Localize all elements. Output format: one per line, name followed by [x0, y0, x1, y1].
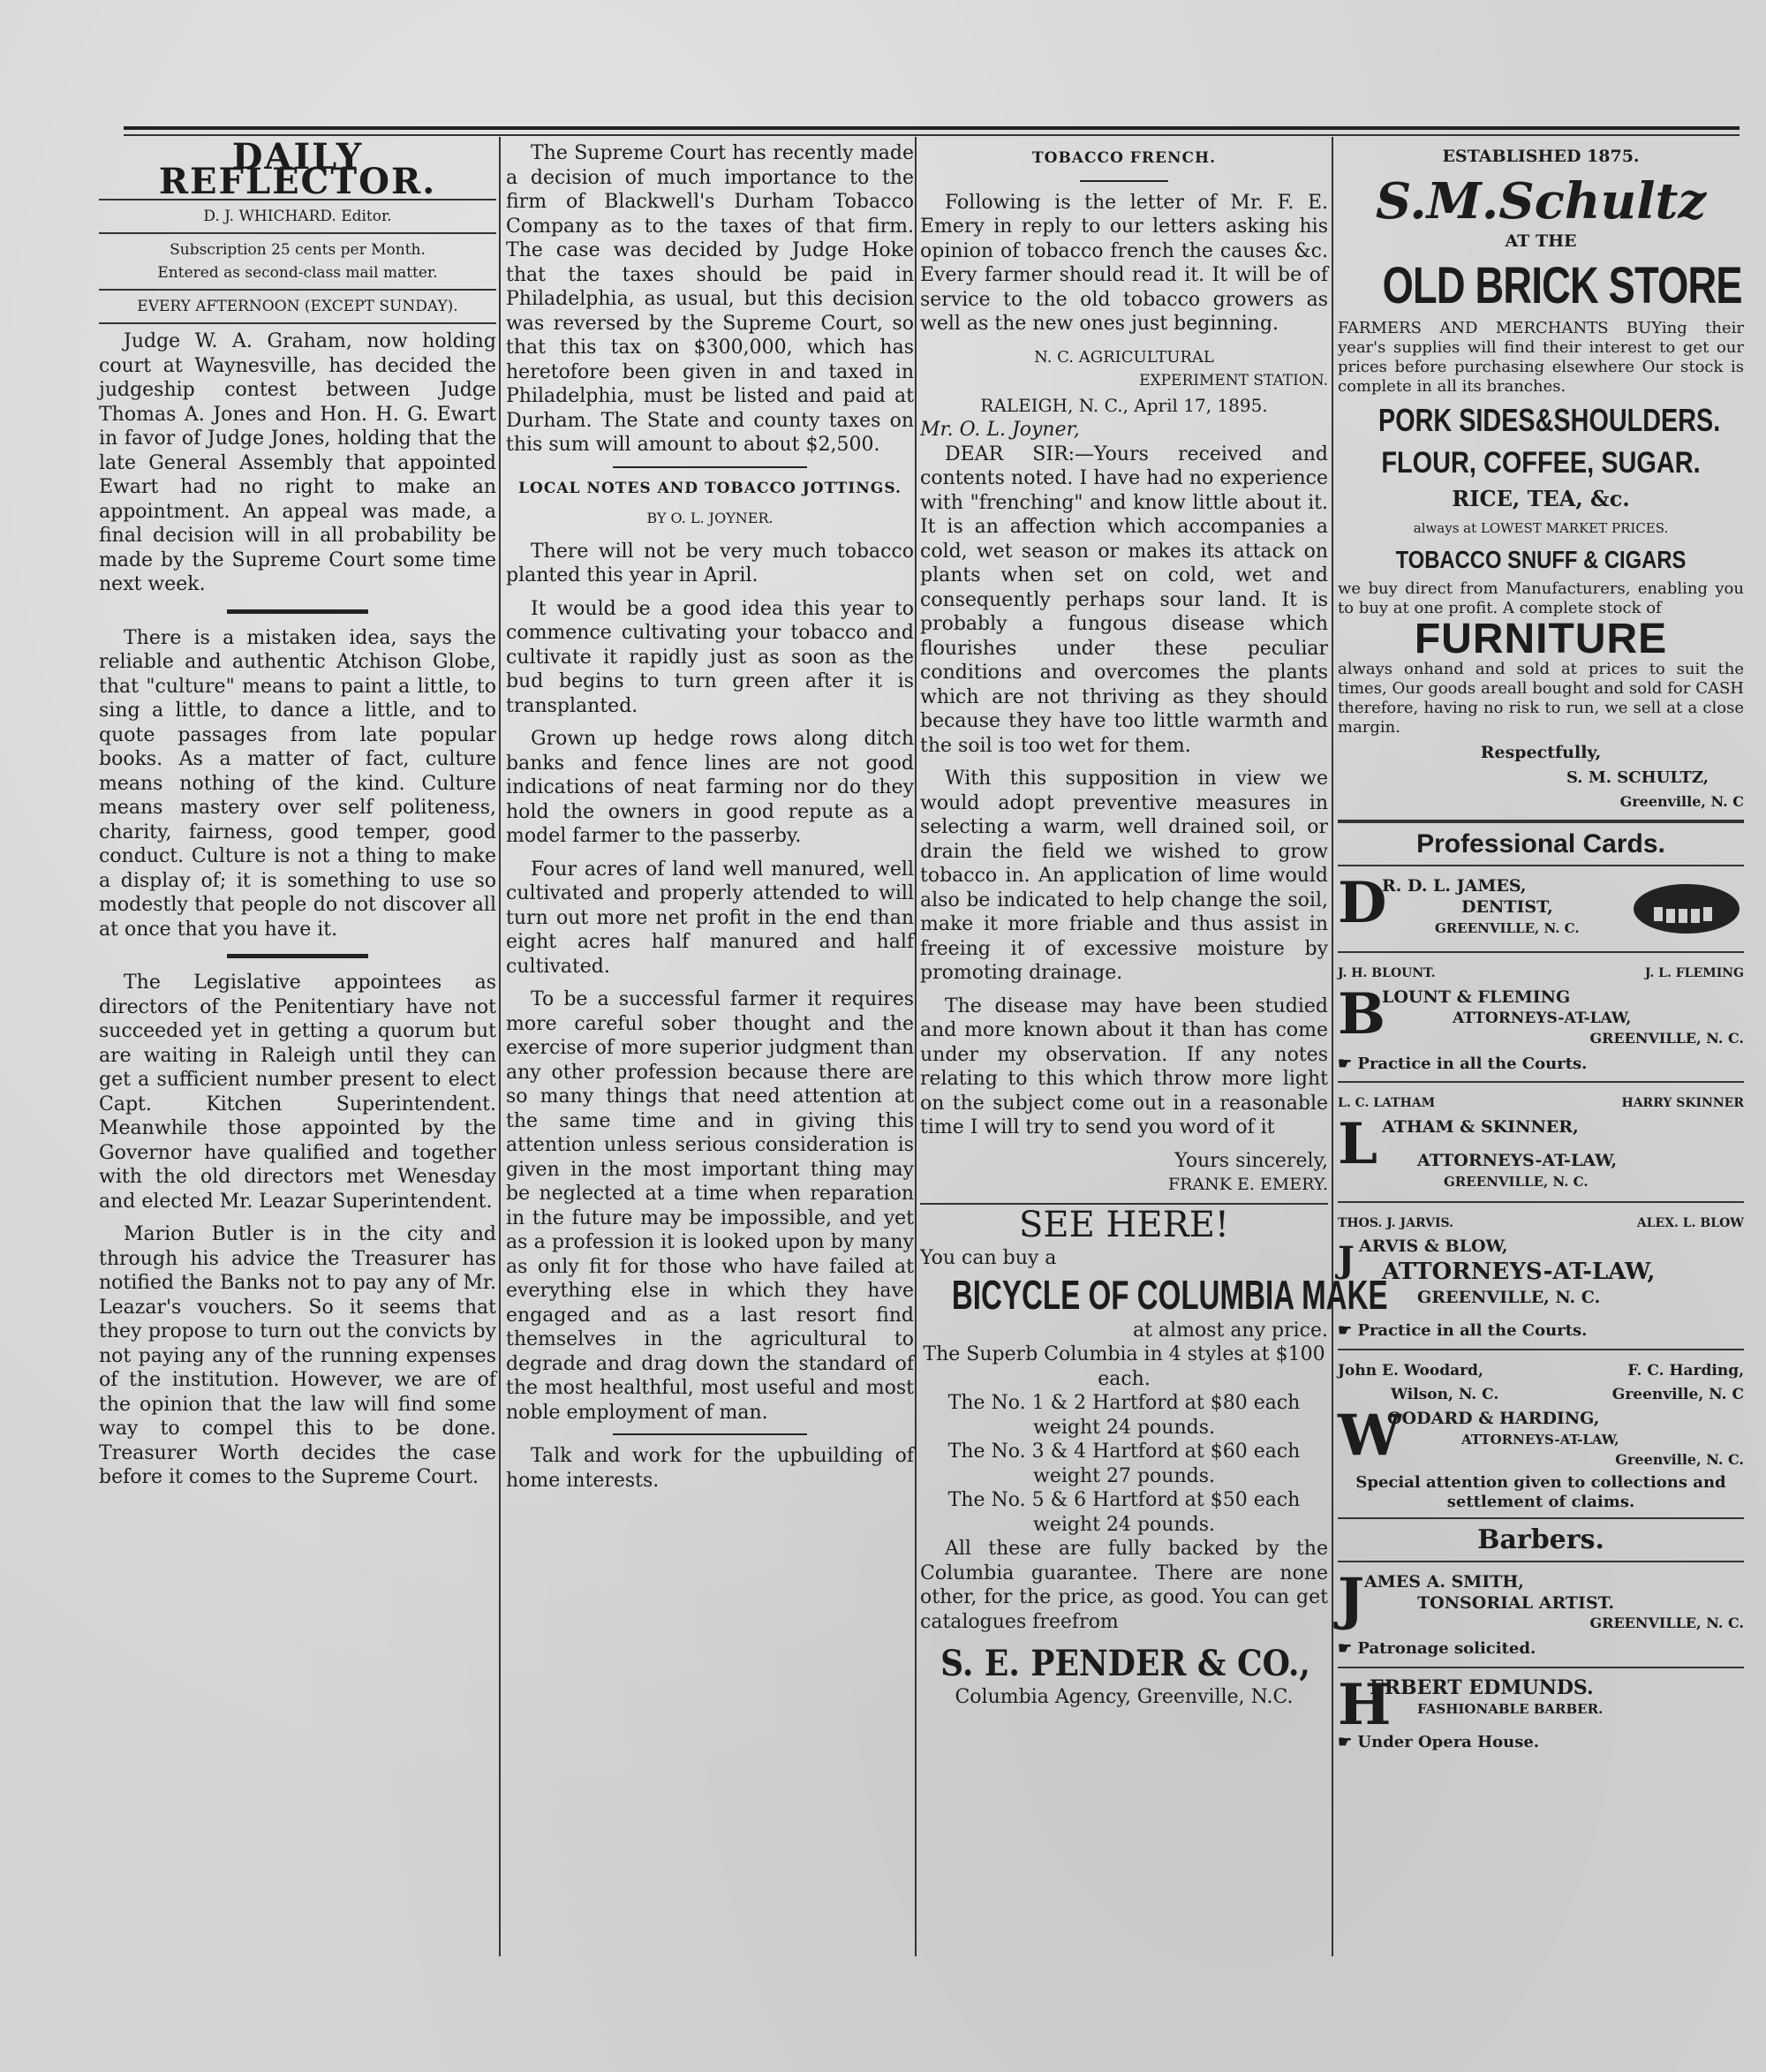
card-line: GREENVILLE, N. C.	[1435, 920, 1580, 936]
card-line: ATHAM & SKINNER,	[1382, 1116, 1579, 1137]
card-line: ATTORNEYS-AT-LAW,	[1453, 1009, 1632, 1027]
column-rule-3	[1332, 137, 1333, 1956]
card-blount	[1338, 962, 1744, 1076]
note-text: Practice in all the Courts.	[1357, 1321, 1588, 1340]
partner-right-place: Greenville, N. C	[1611, 1386, 1744, 1403]
station-line-2: EXPERIMENT STATION.	[1139, 372, 1328, 389]
card-line: Greenville, N. C.	[1615, 1450, 1744, 1468]
letter-paragraph: With this supposition in view we would adopt preventive measures in selecting a warm, well drained soil, or drain the field we wished to grow tobacco in. An application of lime would also be indicated to help change the soil, make it more friable and thus assist in freeing it of excessive moisture by promoting drainage.	[920, 768, 1328, 984]
divider	[1338, 951, 1744, 953]
rice-line: RICE, TEA, &c.	[1452, 486, 1630, 511]
divider	[99, 289, 496, 291]
schultz-signature: S. M. SCHULTZ,	[1566, 768, 1709, 787]
partner-right: ALEX. L. BLOW	[1636, 1215, 1744, 1230]
pork-line: PORK SIDES&SHOULDERS.	[1378, 402, 1721, 438]
card-line: GREENVILLE, N. C.	[1589, 1614, 1744, 1631]
pender-name: S. E. PENDER & CO.,	[940, 1643, 1310, 1684]
card-line: FASHIONABLE BARBER.	[1417, 1700, 1604, 1717]
see-here: SEE HERE!	[1019, 1204, 1229, 1245]
drop-cap: J	[1338, 1566, 1365, 1632]
drop-cap: H	[1338, 1671, 1392, 1738]
partner-left: THOS. J. JARVIS.	[1338, 1215, 1454, 1230]
at-the: AT THE	[1505, 231, 1577, 251]
note-paragraph: It would be a good idea this year to commence cultivating your tobacco and cultivate it rapidly just as soon as the bud begins to turn green after it is transplanted.	[506, 597, 914, 717]
drop-cap: J	[1338, 1239, 1355, 1281]
card-line: DENTIST,	[1461, 897, 1553, 917]
column-rule-1	[499, 137, 501, 1956]
divider	[1080, 180, 1168, 182]
partner-left: John E. Woodard,	[1338, 1361, 1483, 1380]
schultz-name: S.M.Schultz	[1375, 171, 1707, 231]
closing: Yours sincerely,	[1174, 1149, 1328, 1172]
dentures-icon	[1629, 875, 1744, 937]
dateline: RALEIGH, N. C., April 17, 1895.	[980, 394, 1268, 416]
schedule-line: EVERY AFTERNOON (EXCEPT SUNDAY).	[137, 298, 458, 315]
note-paragraph: Talk and work for the upbuilding of home interests.	[506, 1445, 914, 1492]
partner-left-place: Wilson, N. C.	[1391, 1386, 1499, 1403]
card-line: ATTORNEYS-AT-LAW,	[1382, 1259, 1656, 1285]
divider	[99, 232, 496, 234]
divider	[99, 322, 496, 324]
divider	[1338, 1517, 1744, 1519]
card-edmunds	[1338, 1671, 1744, 1755]
buy-direct-text: we buy direct from Manufacturers, enabling you to buy at one profit. A complete stock of	[1338, 578, 1744, 617]
drop-cap: B	[1338, 980, 1386, 1047]
card-line: TONSORIAL ARTIST.	[1417, 1593, 1614, 1613]
lowest-prices: always at LOWEST MARKET PRICES.	[1413, 519, 1669, 536]
masthead: DAILY REFLECTOR.	[158, 136, 437, 202]
note-text: Practice in all the Courts.	[1357, 1054, 1588, 1073]
bicycle-headline: BICYCLE OF COLUMBIA MAKE	[951, 1271, 1388, 1318]
column-4	[1338, 141, 1744, 1759]
note-paragraph: Grown up hedge rows along ditch banks and fence lines are not good indications of neat farming nor do they hold the owners in good repute as a model farmer to the passerby.	[506, 728, 914, 847]
farmers-text: FARMERS AND MERCHANTS BUYing their year's supplies will find their interest to get our prices before purchasing elsewhere Our stock is complete in all its branches.	[1338, 319, 1744, 396]
card-line: ERBERT EDMUNDS.	[1370, 1675, 1594, 1699]
professional-cards-title: Professional Cards.	[1416, 828, 1665, 858]
ad-line: The Superb Columbia in 4 styles at $100 each.	[923, 1343, 1325, 1390]
column-rule-2	[915, 137, 917, 1956]
note-text: Under Opera House.	[1357, 1732, 1540, 1751]
divider	[1338, 1561, 1744, 1562]
card-note: ☛ Practice in all the Courts.	[1338, 1054, 1588, 1073]
partner-names	[1338, 1212, 1744, 1236]
snuff-line: TOBACCO SNUFF & CIGARS	[1395, 546, 1687, 573]
card-line: GREENVILLE, N. C.	[1417, 1288, 1601, 1307]
drop-cap: D	[1338, 870, 1387, 936]
card-note: Special attention given to collections and settlement of claims.	[1355, 1472, 1726, 1511]
furniture-headline: FURNITURE	[1414, 615, 1668, 662]
entered-line: Entered as second-class mail matter.	[157, 264, 438, 282]
established-line: ESTABLISHED 1875.	[1442, 147, 1640, 166]
card-james	[1338, 870, 1744, 946]
schultz-place: Greenville, N. C	[1619, 793, 1744, 810]
letter-paragraph: The disease may have been studied and more known about it than has come under my observation. If any notes relating to this which throw more light on the subject come out in a reasonable time I will try to send you word of it	[920, 994, 1328, 1138]
divider	[1338, 1201, 1744, 1203]
card-note: ☛ Under Opera House.	[1338, 1732, 1540, 1751]
card-jarvis	[1338, 1212, 1744, 1343]
salutation: Mr. O. L. Joyner,	[920, 419, 1080, 441]
divider	[613, 466, 807, 468]
letter-paragraph: DEAR SIR:—Yours received and contents noted. I have had no experience with "frenching" and know little about it. It is an affection which accompanies a cold, wet season or makes its attack on plants when set on cold, wet and consequently perhaps sour land. It is probably a fungous disease which flourishes under these peculiar conditions and overcomes the plants which are not thriving as they should because they have too little warmth and the soil is too wet for them.	[920, 442, 1328, 757]
divider	[1338, 1349, 1744, 1350]
divider	[1338, 1667, 1744, 1668]
tobacco-french-heading: TOBACCO FRENCH.	[1031, 149, 1216, 167]
drop-cap: W	[1338, 1402, 1401, 1469]
editor-line: D. J. WHICHARD. Editor.	[203, 208, 392, 225]
article-penitentiary: The Legislative appointees as directors of the Penitentiary have not succeeded yet in getting a quorum but are waiting in Raleigh until they can get a sufficient number present to elect Capt. Kitchen Superintendent. Meanwhile those appointed by the Governor have qualified and together with the old directors met Wenesday and elected Mr. Leazar Superintendent.	[99, 972, 496, 1213]
partner-right: HARRY SKINNER	[1621, 1096, 1744, 1110]
card-line: OODARD & HARDING,	[1387, 1408, 1600, 1428]
ad-line: The No. 5 & 6 Hartford at $50 each weight 24 pounds.	[947, 1489, 1301, 1536]
partner-left: J. H. BLOUNT.	[1338, 966, 1436, 980]
card-smith	[1338, 1566, 1744, 1661]
card-line: GREENVILLE, N. C.	[1589, 1029, 1744, 1047]
divider	[1338, 820, 1744, 823]
card-line: ARVIS & BLOW,	[1359, 1236, 1508, 1256]
column-2	[506, 141, 914, 1501]
ad-line: at almost any price.	[1132, 1319, 1328, 1342]
partner-names	[1338, 1092, 1744, 1116]
divider	[1338, 1081, 1744, 1083]
flour-line: FLOUR, COFFEE, SUGAR.	[1381, 446, 1701, 480]
card-note: ☛ Patronage solicited.	[1338, 1639, 1536, 1658]
divider	[613, 1433, 807, 1435]
top-rule-thin	[124, 134, 1740, 136]
byline: BY O. L. JOYNER.	[646, 510, 774, 526]
station-line-1: N. C. AGRICULTURAL	[1034, 347, 1214, 367]
card-line: LOUNT & FLEMING	[1382, 987, 1571, 1007]
agency-line: Columbia Agency, Greenville, N.C.	[955, 1686, 1294, 1708]
note-paragraph: There will not be very much tobacco planted this year in April.	[506, 540, 914, 586]
divider	[227, 609, 368, 614]
article-supreme-court: The Supreme Court has recently made a decision of much importance to the firm of Blackwell's Durham Tobacco Company as to the taxes of that firm. The case was decided by Judge Hoke that the taxes should be paid in Philadelphia, as usual, but this decision was reversed by the Supreme Court, so that this tax on $300,000, which has heretofore been given in and taxed in Philadelphia, must be listed and paid at Durham. The State and county taxes on this sum will amount to about $2,500.	[506, 142, 914, 456]
partner-right: J. L. FLEMING	[1644, 966, 1744, 980]
ad-line: The No. 3 & 4 Hartford at $60 each weight 27 pounds.	[947, 1441, 1301, 1487]
card-latham	[1338, 1092, 1744, 1196]
card-line: ATTORNEYS-AT-LAW,	[1417, 1150, 1618, 1170]
article-culture: There is a mistaken idea, says the reliable and authentic Atchison Globe, that "culture" means to paint a little, to sing a little, to dance a little, and to quote passages from late popular books. As a matter of fact, culture means nothing of the kind. Culture means mastery over self politeness, charity, fairness, good temper, good conduct. Culture is not a thing to make a display of; it is something to use so modestly that people do not discover all at once that you have it.	[99, 626, 496, 941]
card-line: GREENVILLE, N. C.	[1444, 1173, 1589, 1190]
signature: FRANK E. EMERY.	[1167, 1175, 1328, 1194]
ad-line: You can buy a	[920, 1247, 1057, 1269]
ad-guarantee: All these are fully backed by the Columbia guarantee. There are none other, for the price, as good. You can get catalogues freefrom	[920, 1538, 1328, 1633]
local-notes-heading: LOCAL NOTES AND TOBACCO JOTTINGS.	[518, 479, 902, 497]
ad-line: The No. 1 & 2 Hartford at $80 each weight 24 pounds.	[947, 1392, 1301, 1439]
divider	[1338, 865, 1744, 866]
card-woodard	[1338, 1359, 1744, 1512]
partner-left: L. C. LATHAM	[1338, 1096, 1436, 1110]
note-text: Patronage solicited.	[1357, 1639, 1536, 1658]
subscription-line: Subscription 25 cents per Month.	[170, 241, 426, 259]
always-text: always onhand and sold at prices to suit the times, Our goods areall bought and sold for CASH therefore, having no risk to run, we sell at a close margin.	[1338, 660, 1744, 737]
barbers-title: Barbers.	[1477, 1524, 1604, 1555]
partner-names	[1338, 1359, 1744, 1384]
column-1	[99, 136, 496, 1499]
card-note: ☛ Practice in all the Courts.	[1338, 1321, 1588, 1340]
note-paragraph: Four acres of land well manured, well cultivated and properly attended to will turn out more net profit in the end than eight acres half manured and half cultivated.	[506, 858, 914, 978]
top-rule	[124, 126, 1740, 130]
partner-names	[1338, 962, 1744, 987]
article-butler: Marion Butler is in the city and through his advice the Treasurer has notified the Banks not to pay any of Mr. Leazar's vouchers. So it seems that they propose to turn out the convicts by not paying any of the running expenses of the institution. However, we are of the opinion that the law will find some way to compel this to be done. Treasurer Worth decides the case before it comes to the Supreme Court.	[99, 1223, 496, 1488]
card-line: ATTORNEYS-AT-LAW,	[1461, 1431, 1619, 1448]
partner-right: F. C. Harding,	[1627, 1361, 1744, 1380]
divider	[227, 954, 368, 958]
card-line: R. D. L. JAMES,	[1382, 876, 1527, 896]
article-judgeship: Judge W. A. Graham, now holding court at Waynesville, has decided the judgeship contest between Judge Thomas A. Jones and Hon. H. G. Ewart in favor of Judge Jones, holding that the late General Assembly that appointed Ewart had no right to make an appointment. An appeal was made, a final decision will in all probability be made by the Supreme Court some time next week.	[99, 330, 496, 595]
letter-intro: Following is the letter of Mr. F. E. Emery in reply to our letters asking his opinion of tobacco french the causes &c. Every farmer should read it. It will be of service to the old tobacco growers as well as the new ones just beginning.	[920, 191, 1328, 335]
note-paragraph: To be a successful farmer it requires more careful sober thought and the exercise of more superior judgment than any other profession because there are so many things that need attention at the same time and in giving this attention unless serious consideration is given in the most important thing may be neglected at a time when reparation in the future may be impossible, and yet as a profession it is looked upon by many as only fit for those who have failed at everything else in which they have engaged and as a last resort find themselves in the agricultural to degrade and drag down the standard of the most healthful, most useful and most noble employment of man.	[506, 988, 914, 1424]
card-line: AMES A. SMITH,	[1364, 1572, 1524, 1592]
old-brick-store: OLD BRICK STORE	[1382, 257, 1742, 314]
bicycle-ad	[920, 1204, 1388, 1710]
respectfully: Respectfully,	[1480, 743, 1602, 762]
drop-cap: L	[1338, 1110, 1377, 1177]
